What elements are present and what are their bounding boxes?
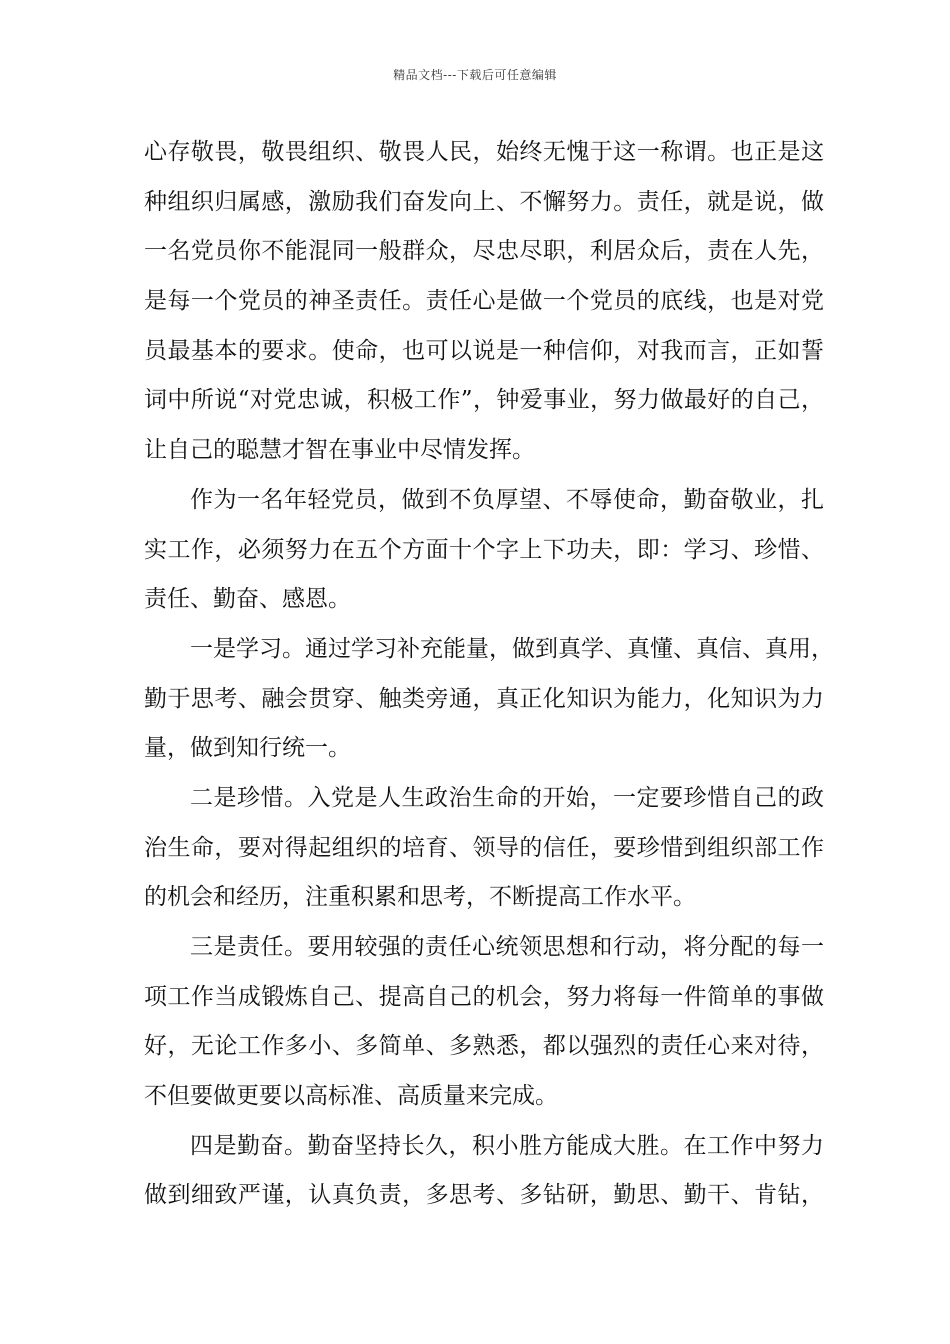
paragraph (144, 923, 824, 1122)
document-body (144, 128, 834, 1221)
paragraph (144, 476, 824, 625)
paragraph (144, 128, 824, 476)
text-line: 是每一个党员的神圣责任。责任心是做一个党员的底线，也是对党 (144, 288, 824, 315)
text-line: 让自己的聪慧才智在事业中尽情发挥。 (144, 437, 535, 464)
text-line: 治生命，要对得起组织的培育、领导的信任，要珍惜到组织部工作 (144, 834, 824, 861)
text-line: 做到细致严谨，认真负责，多思考、多钻研，勤思、勤干、肯钻， (144, 1182, 824, 1209)
text-line: 种组织归属感，激励我们奋发向上、不懈努力。责任，就是说，做 (144, 188, 824, 215)
text-line: 一是学习。通过学习补充能量，做到真学、真懂、真信、真用， (190, 635, 834, 662)
text-line: 员最基本的要求。使命，也可以说是一种信仰，对我而言，正如誓 (144, 337, 824, 364)
text-line: 心存敬畏，敬畏组织、敬畏人民，始终无愧于这一称谓。也正是这 (144, 139, 824, 165)
text-line: 四是勤奋。勤奋坚持长久，积小胜方能成大胜。在工作中努力 (190, 1132, 824, 1159)
text-line: 词中所说“对党忠诚，积极工作”，钟爱事业，努力做最好的自己， (144, 387, 824, 414)
text-line: 二是珍惜。入党是人生政治生命的开始，一定要珍惜自己的政 (190, 784, 824, 811)
text-line: 三是责任。要用较强的责任心统领思想和行动，将分配的每一 (190, 934, 824, 960)
page-header: 精品文档---下载后可任意编辑 (393, 68, 557, 82)
text-line: 量，做到知行统一。 (144, 735, 351, 762)
text-line: 作为一名年轻党员，做到不负厚望、不辱使命，勤奋敬业，扎 (190, 486, 824, 513)
text-line: 的机会和经历，注重积累和思考，不断提高工作水平。 (144, 884, 696, 911)
text-line: 实工作，必须努力在五个方面十个字上下功夫，即：学习、珍惜、 (144, 536, 824, 563)
text-line: 勤于思考、融会贯穿、触类旁通，真正化知识为能力，化知识为力 (144, 685, 824, 712)
text-line: 不但要做更要以高标准、高质量来完成。 (144, 1083, 558, 1110)
text-line: 一名党员你不能混同一般群众，尽忠尽职，利居众后，责在人先， (144, 238, 824, 265)
paragraph (144, 1122, 824, 1221)
paragraph (144, 625, 834, 774)
text-line: 好，无论工作多小、多简单、多熟悉，都以强烈的责任心来对待， (144, 1033, 824, 1060)
paragraph (144, 774, 824, 923)
text-line: 项工作当成锻炼自己、提高自己的机会，努力将每一件简单的事做 (144, 983, 824, 1010)
text-line: 责任、勤奋、感恩。 (144, 586, 351, 613)
